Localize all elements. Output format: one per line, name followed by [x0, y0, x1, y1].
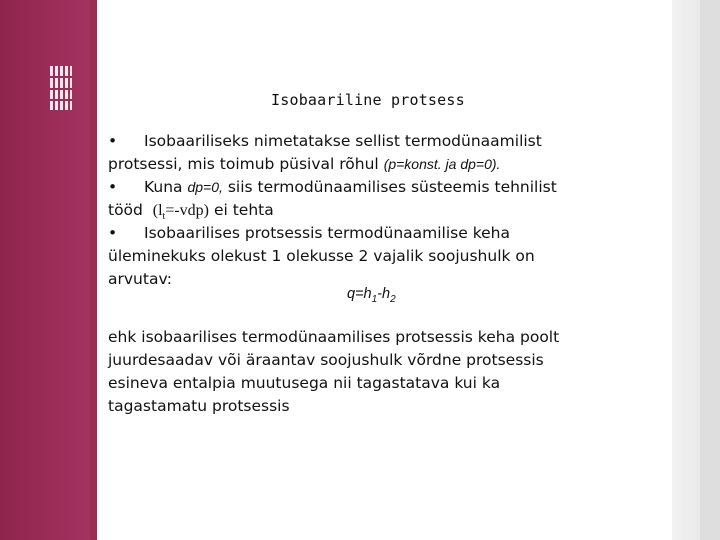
- bullet-3-text-cont: üleminekuks olekust 1 olekusse 2 vajalik soojushulk on: [108, 247, 535, 265]
- explanation-line: esineva entalpia muutusega nii tagastatava kui ka: [108, 374, 501, 392]
- bullet-3-text-end: arvutav:: [108, 270, 172, 288]
- bullet-2-formula: dp=0,: [187, 179, 223, 195]
- bullet-1-text: Isobaariliseks nimetatakse sellist termodünaamilist: [144, 132, 542, 150]
- bullet-3-line-2: [108, 245, 668, 268]
- slide-title: Isobaariline protsess: [271, 91, 465, 109]
- technical-work-formula: [152, 202, 209, 223]
- bullet-1-line-2: [108, 153, 668, 176]
- explanation-paragraph: [108, 326, 668, 418]
- technical-work-sub: t: [162, 211, 166, 223]
- bullet-2-line2-suffix: ei tehta: [213, 201, 274, 219]
- left-accent-bar: [0, 0, 97, 540]
- formula-q: q=h: [347, 286, 372, 302]
- bullet-3-text: Isobaarilises protsessis termodünaamilise keha: [144, 224, 510, 242]
- slide-body: [108, 130, 668, 291]
- university-logo-icon: [50, 66, 72, 110]
- heat-formula: [347, 286, 396, 305]
- left-accent-gradient: [0, 0, 90, 540]
- bullet-1-formula: (p=konst. ja dp=0).: [383, 156, 501, 172]
- formula-sub-1: 1: [371, 293, 378, 305]
- bullet-1-line-1: [108, 130, 668, 153]
- explanation-line: ehk isobaarilises termodünaamilises protsessis keha poolt: [108, 328, 560, 346]
- right-side-strip: [700, 0, 720, 540]
- bullet-2-prefix: Kuna: [144, 178, 183, 196]
- bullet-1-text-cont: protsessi, mis toimub püsival rõhul: [108, 155, 379, 173]
- bullet-symbol: •: [108, 132, 118, 150]
- formula-sub-2: 2: [390, 293, 396, 305]
- formula-minus: -h: [377, 286, 391, 302]
- bullet-2-line-2: [108, 199, 668, 222]
- bullet-2-line2-prefix: tööd: [108, 201, 143, 219]
- technical-work-open: (l: [152, 202, 163, 219]
- technical-work-close: =-vdp): [165, 202, 209, 219]
- bullet-symbol: •: [108, 178, 118, 196]
- bullet-3-line-1: [108, 222, 668, 245]
- explanation-line: tagastamatu protsessis: [108, 397, 290, 415]
- bullet-symbol: •: [108, 224, 118, 242]
- bullet-2-suffix: siis termodünaamilises süsteemis tehnilist: [227, 178, 557, 196]
- bullet-2-line-1: [108, 176, 668, 199]
- explanation-line: juurdesaadav või äraantav soojushulk võrdne protsessis: [108, 351, 544, 369]
